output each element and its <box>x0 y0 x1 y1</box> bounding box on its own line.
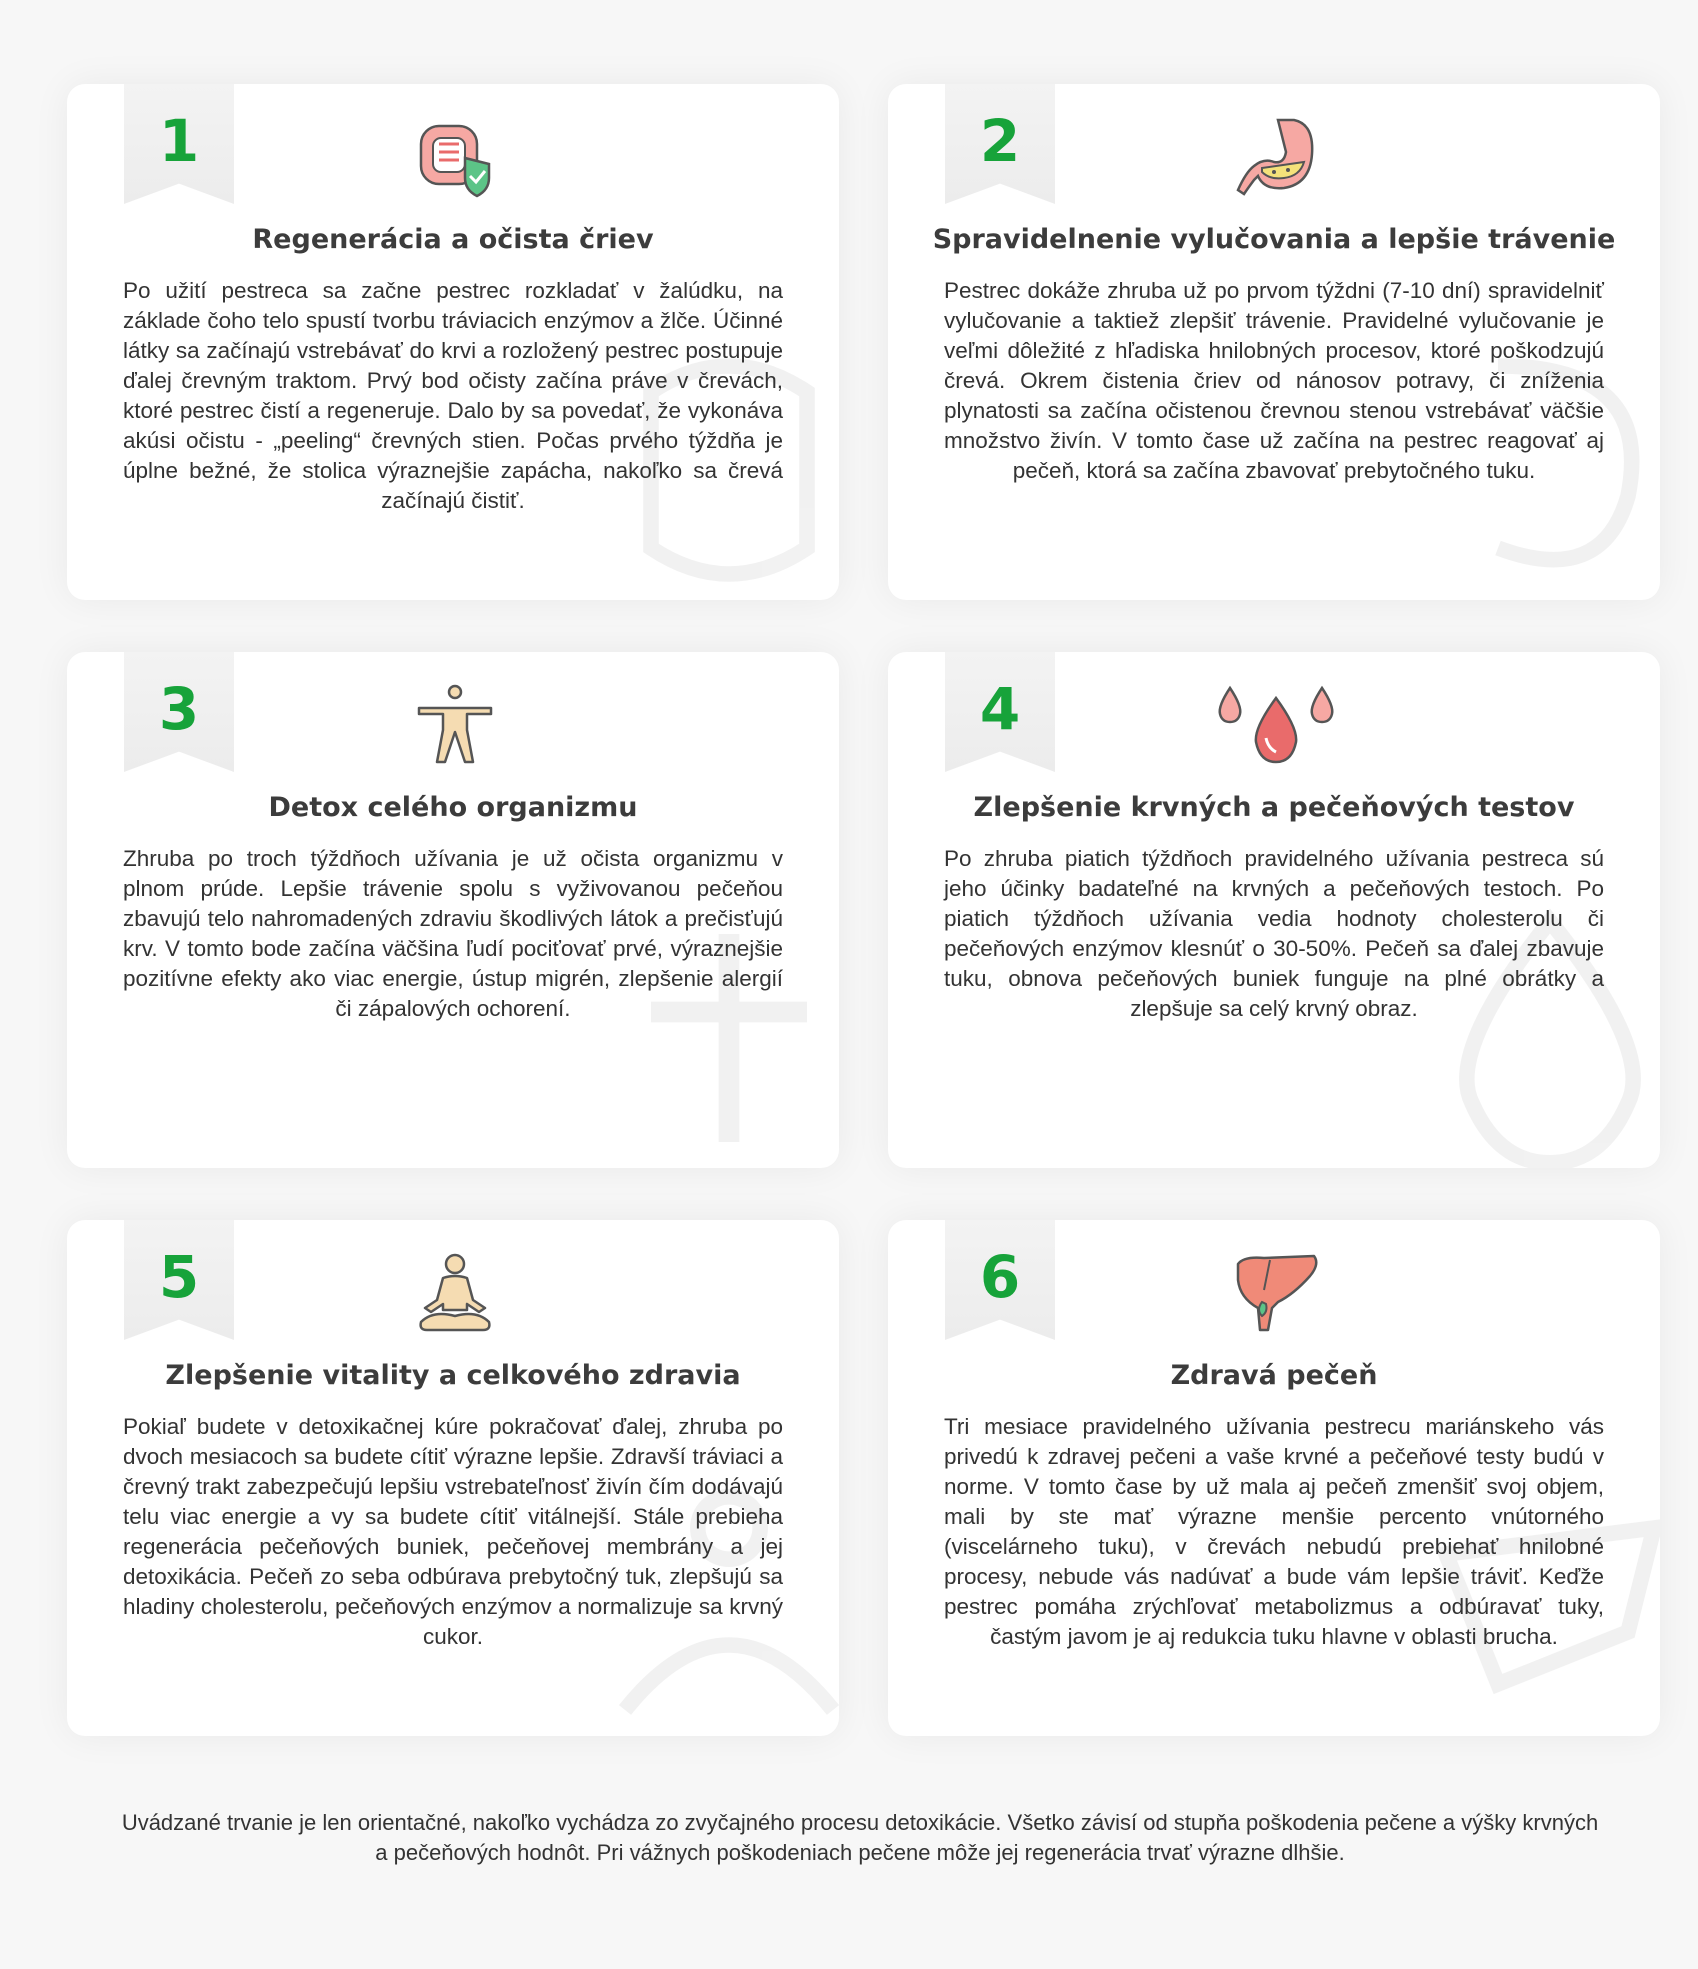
card-title: Regenerácia a očista čriev <box>252 224 654 255</box>
card-number: 5 <box>158 1243 200 1311</box>
card-title: Detox celého organizmu <box>268 792 638 823</box>
liver-icon <box>1234 1250 1318 1334</box>
card-number: 2 <box>979 107 1021 175</box>
card-4 <box>888 652 1660 1168</box>
card-number: 1 <box>158 107 200 175</box>
card-text: Po zhruba piatich týždňoch pravidelného užívania pestreca sú jeho účinky badateľné na krvných a pečeňových testoch. Po piatich týždňoch užívania vedia hodnoty cholesterolu či pečeňových enzýmov klesnúť o 30-50%. Pečeň sa ďalej zbavuje tuku, obnova pečeňových buniek funguje na plné obrátky a zlepšuje sa celý krvný obraz. <box>944 846 1604 1021</box>
meditation-icon <box>413 1250 497 1334</box>
card-text: Pokiaľ budete v detoxikačnej kúre pokračovať ďalej, zhruba po dvoch mesiacoch sa budete cítiť výrazne lepšie. Zdravší tráviaci a črevný trakt zabezpečujú lepšiu vstrebateľnosť živín čím dodávajú telu viac energie a vy sa budete cítiť vitálnejší. Stále prebieha regenerácia pečeňových buniek, pečeňovej membrány a jej detoxikácia. Pečeň zo seba odbúrava prebytočný tuk, zlepšujú sa hladiny cholesterolu, pečeňových enzýmov a normalizuje sa krvný cukor. <box>123 1414 783 1649</box>
card-number: 3 <box>158 675 200 743</box>
card-5 <box>67 1220 839 1736</box>
card-title: Zdravá pečeň <box>1170 1360 1378 1391</box>
card-text: Po užití pestreca sa začne pestrec rozkladať v žalúdku, na základe čoho telo spustí tvorbu tráviacich enzýmov a žlče. Účinné látky sa začínajú vstrebávať do krvi a rozložený pestrec postupuje ďalej črevným traktom. Prvý bod očisty začína práve v črevách, ktoré pestrec čistí a regeneruje. Dalo by sa povedať, že vykonáva akúsi očistu - „peeling“ črevných stien. Počas prvého týždňa je úplne bežné, že stolica výraznejšie zapácha, nakoľko sa črevá začínajú čistiť. <box>123 278 783 513</box>
card-text: Pestrec dokáže zhruba už po prvom týždni (7-10 dní) spravidelniť vylučovanie a taktiež zlepšiť trávenie. Pravidelné vylučovanie je veľmi dôležité z hľadiska hnilobných procesov, ktoré poškodzujú črevá. Okrem čistenia čriev od nánosov potravy, či zníženia plynatosti sa začína očistenou črevnou stenou vstrebávať väčšie množstvo živín. V tomto čase už začína na pestrec reagovať aj pečeň, ktorá sa začína zbavovať prebytočného tuku. <box>944 278 1604 483</box>
card-title: Spravidelnenie vylučovania a lepšie trávenie <box>932 224 1616 255</box>
blood-drops-icon <box>1216 682 1336 766</box>
card-number: 4 <box>979 675 1021 743</box>
card-text: Zhruba po troch týždňoch užívania je už očista organizmu v plnom prúde. Lepšie trávenie spolu s vyživovanou pečeňou zbavujú telo nahromadených zdraviu škodlivých látok a prečisťujú krv. V tomto bode začína väčšina ľudí pociťovať prvé, výraznejšie pozitívne efekty ako viac energie, ústup migrén, zlepšenie alergií či zápalových ochorení. <box>123 846 783 1021</box>
card-2 <box>888 84 1660 600</box>
card-text: Tri mesiace pravidelného užívania pestrecu mariánskeho vás privedú k zdravej pečeni a vaše krvné a pečeňové testy budú v norme. V tomto čase by už mala aj pečeň zmenšiť svoj objem, mali by ste mať výrazne menšie percento vnútorného (viscelárneho tuku), v črevách nebudú prebiehať hnilobné procesy, nebude vás nadúvať a bude vám lepšie tráviť. Keďže pestrec pomáha zrýchľovať metabolizmus a odbúravať tuky, častým javom je aj redukcia tuku hlavne v oblasti brucha. <box>944 1414 1604 1649</box>
stomach-icon <box>1234 114 1318 198</box>
card-title: Zlepšenie krvných a pečeňových testov <box>973 792 1575 823</box>
card-6 <box>888 1220 1660 1736</box>
card-3 <box>67 652 839 1168</box>
human-body-icon <box>413 682 497 766</box>
card-title: Zlepšenie vitality a celkového zdravia <box>165 1360 741 1391</box>
disclaimer-footer: Uvádzané trvanie je len orientačné, nakoľko vychádza zo zvyčajného procesu detoxikácie. Všetko závisí od stupňa poškodenia pečene a výšky krvných a pečeňových hodnôt. Pri vážnych poškodeniach pečene môže jej regenerácia trvať výrazne dlhšie. <box>121 1810 1599 1865</box>
card-number: 6 <box>979 1243 1021 1311</box>
card-1 <box>67 84 839 600</box>
intestine-shield-icon <box>413 114 497 198</box>
